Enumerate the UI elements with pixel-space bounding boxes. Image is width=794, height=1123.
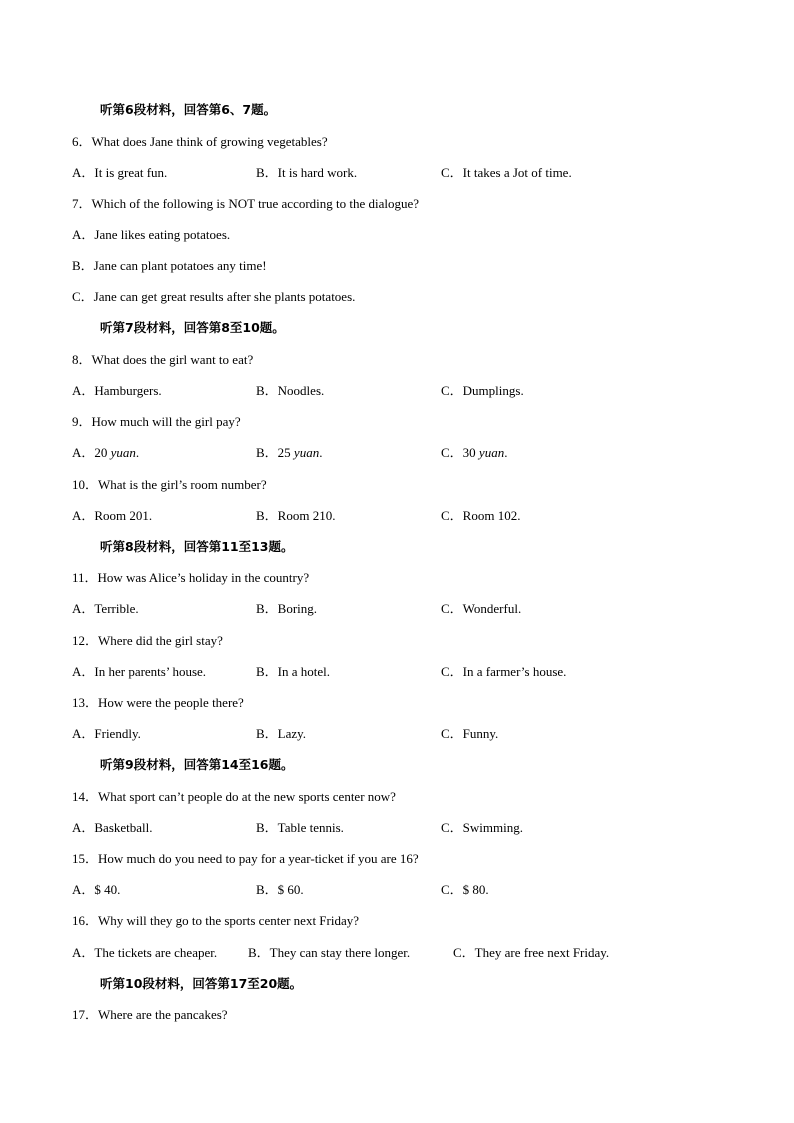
option-c: C．They are free next Friday. — [453, 945, 610, 960]
option-c: C．Dumplings. — [441, 383, 524, 398]
option-b: B．Table tennis. — [256, 820, 344, 835]
section-heading-6: 听第6段材料，回答第6、7题。 — [100, 102, 277, 117]
option-a: A．$ 40. — [72, 882, 121, 897]
option-a: A．20 yuan. — [72, 445, 140, 460]
option-a: A．Jane likes eating potatoes. — [72, 227, 231, 242]
option-a: A．Room 201. — [72, 508, 153, 523]
question-17: 17．Where are the pancakes? — [72, 1007, 228, 1022]
question-6: 6．What does Jane think of growing vegetables? — [72, 134, 328, 149]
option-a: A．Terrible. — [72, 601, 139, 616]
option-a: A．It is great fun. — [72, 165, 168, 180]
question-13: 13．How were the people there? — [72, 695, 244, 710]
section-heading-7: 听第7段材料，回答第8至10题。 — [100, 320, 285, 335]
question-7: 7．Which of the following is NOT true according to the dialogue? — [72, 196, 420, 211]
section-heading-8: 听第8段材料，回答第11至13题。 — [100, 539, 294, 554]
option-a: A．Hamburgers. — [72, 383, 162, 398]
option-b: B．Room 210. — [256, 508, 336, 523]
question-16: 16．Why will they go to the sports center next Friday? — [72, 913, 360, 928]
question-9: 9．How much will the girl pay? — [72, 414, 241, 429]
question-14: 14．What sport can’t people do at the new sports center now? — [72, 789, 396, 804]
option-b: B．Lazy. — [256, 726, 307, 741]
question-15: 15．How much do you need to pay for a year-ticket if you are 16? — [72, 851, 419, 866]
option-a: A．Friendly. — [72, 726, 141, 741]
option-b: B．In a hotel. — [256, 664, 331, 679]
option-c: C．$ 80. — [441, 882, 489, 897]
section-heading-10: 听第10段材料，回答第17至20题。 — [100, 976, 303, 991]
section-heading-9: 听第9段材料，回答第14至16题。 — [100, 757, 294, 772]
option-b: B．$ 60. — [256, 882, 304, 897]
option-b: B．It is hard work. — [256, 165, 358, 180]
question-11: 11．How was Alice’s holiday in the country? — [72, 570, 310, 585]
option-a: A．The tickets are cheaper. — [72, 945, 218, 960]
option-b: B．They can stay there longer. — [248, 945, 411, 960]
option-c: C．Room 102. — [441, 508, 521, 523]
option-b: B．25 yuan. — [256, 445, 323, 460]
option-c: C．Funny. — [441, 726, 499, 741]
option-c: C．It takes a Jot of time. — [441, 165, 572, 180]
option-b: B．Boring. — [256, 601, 318, 616]
option-a: A．Basketball. — [72, 820, 153, 835]
question-10: 10．What is the girl’s room number? — [72, 477, 267, 492]
option-b: B．Jane can plant potatoes any time! — [72, 258, 267, 273]
option-b: B．Noodles. — [256, 383, 325, 398]
question-12: 12．Where did the girl stay? — [72, 633, 223, 648]
option-c: C．30 yuan. — [441, 445, 508, 460]
option-c: C．Swimming. — [441, 820, 523, 835]
option-c: C．In a farmer’s house. — [441, 664, 567, 679]
question-8: 8．What does the girl want to eat? — [72, 352, 254, 367]
option-c: C．Jane can get great results after she plants potatoes. — [72, 289, 356, 304]
option-a: A．In her parents’ house. — [72, 664, 207, 679]
option-c: C．Wonderful. — [441, 601, 522, 616]
